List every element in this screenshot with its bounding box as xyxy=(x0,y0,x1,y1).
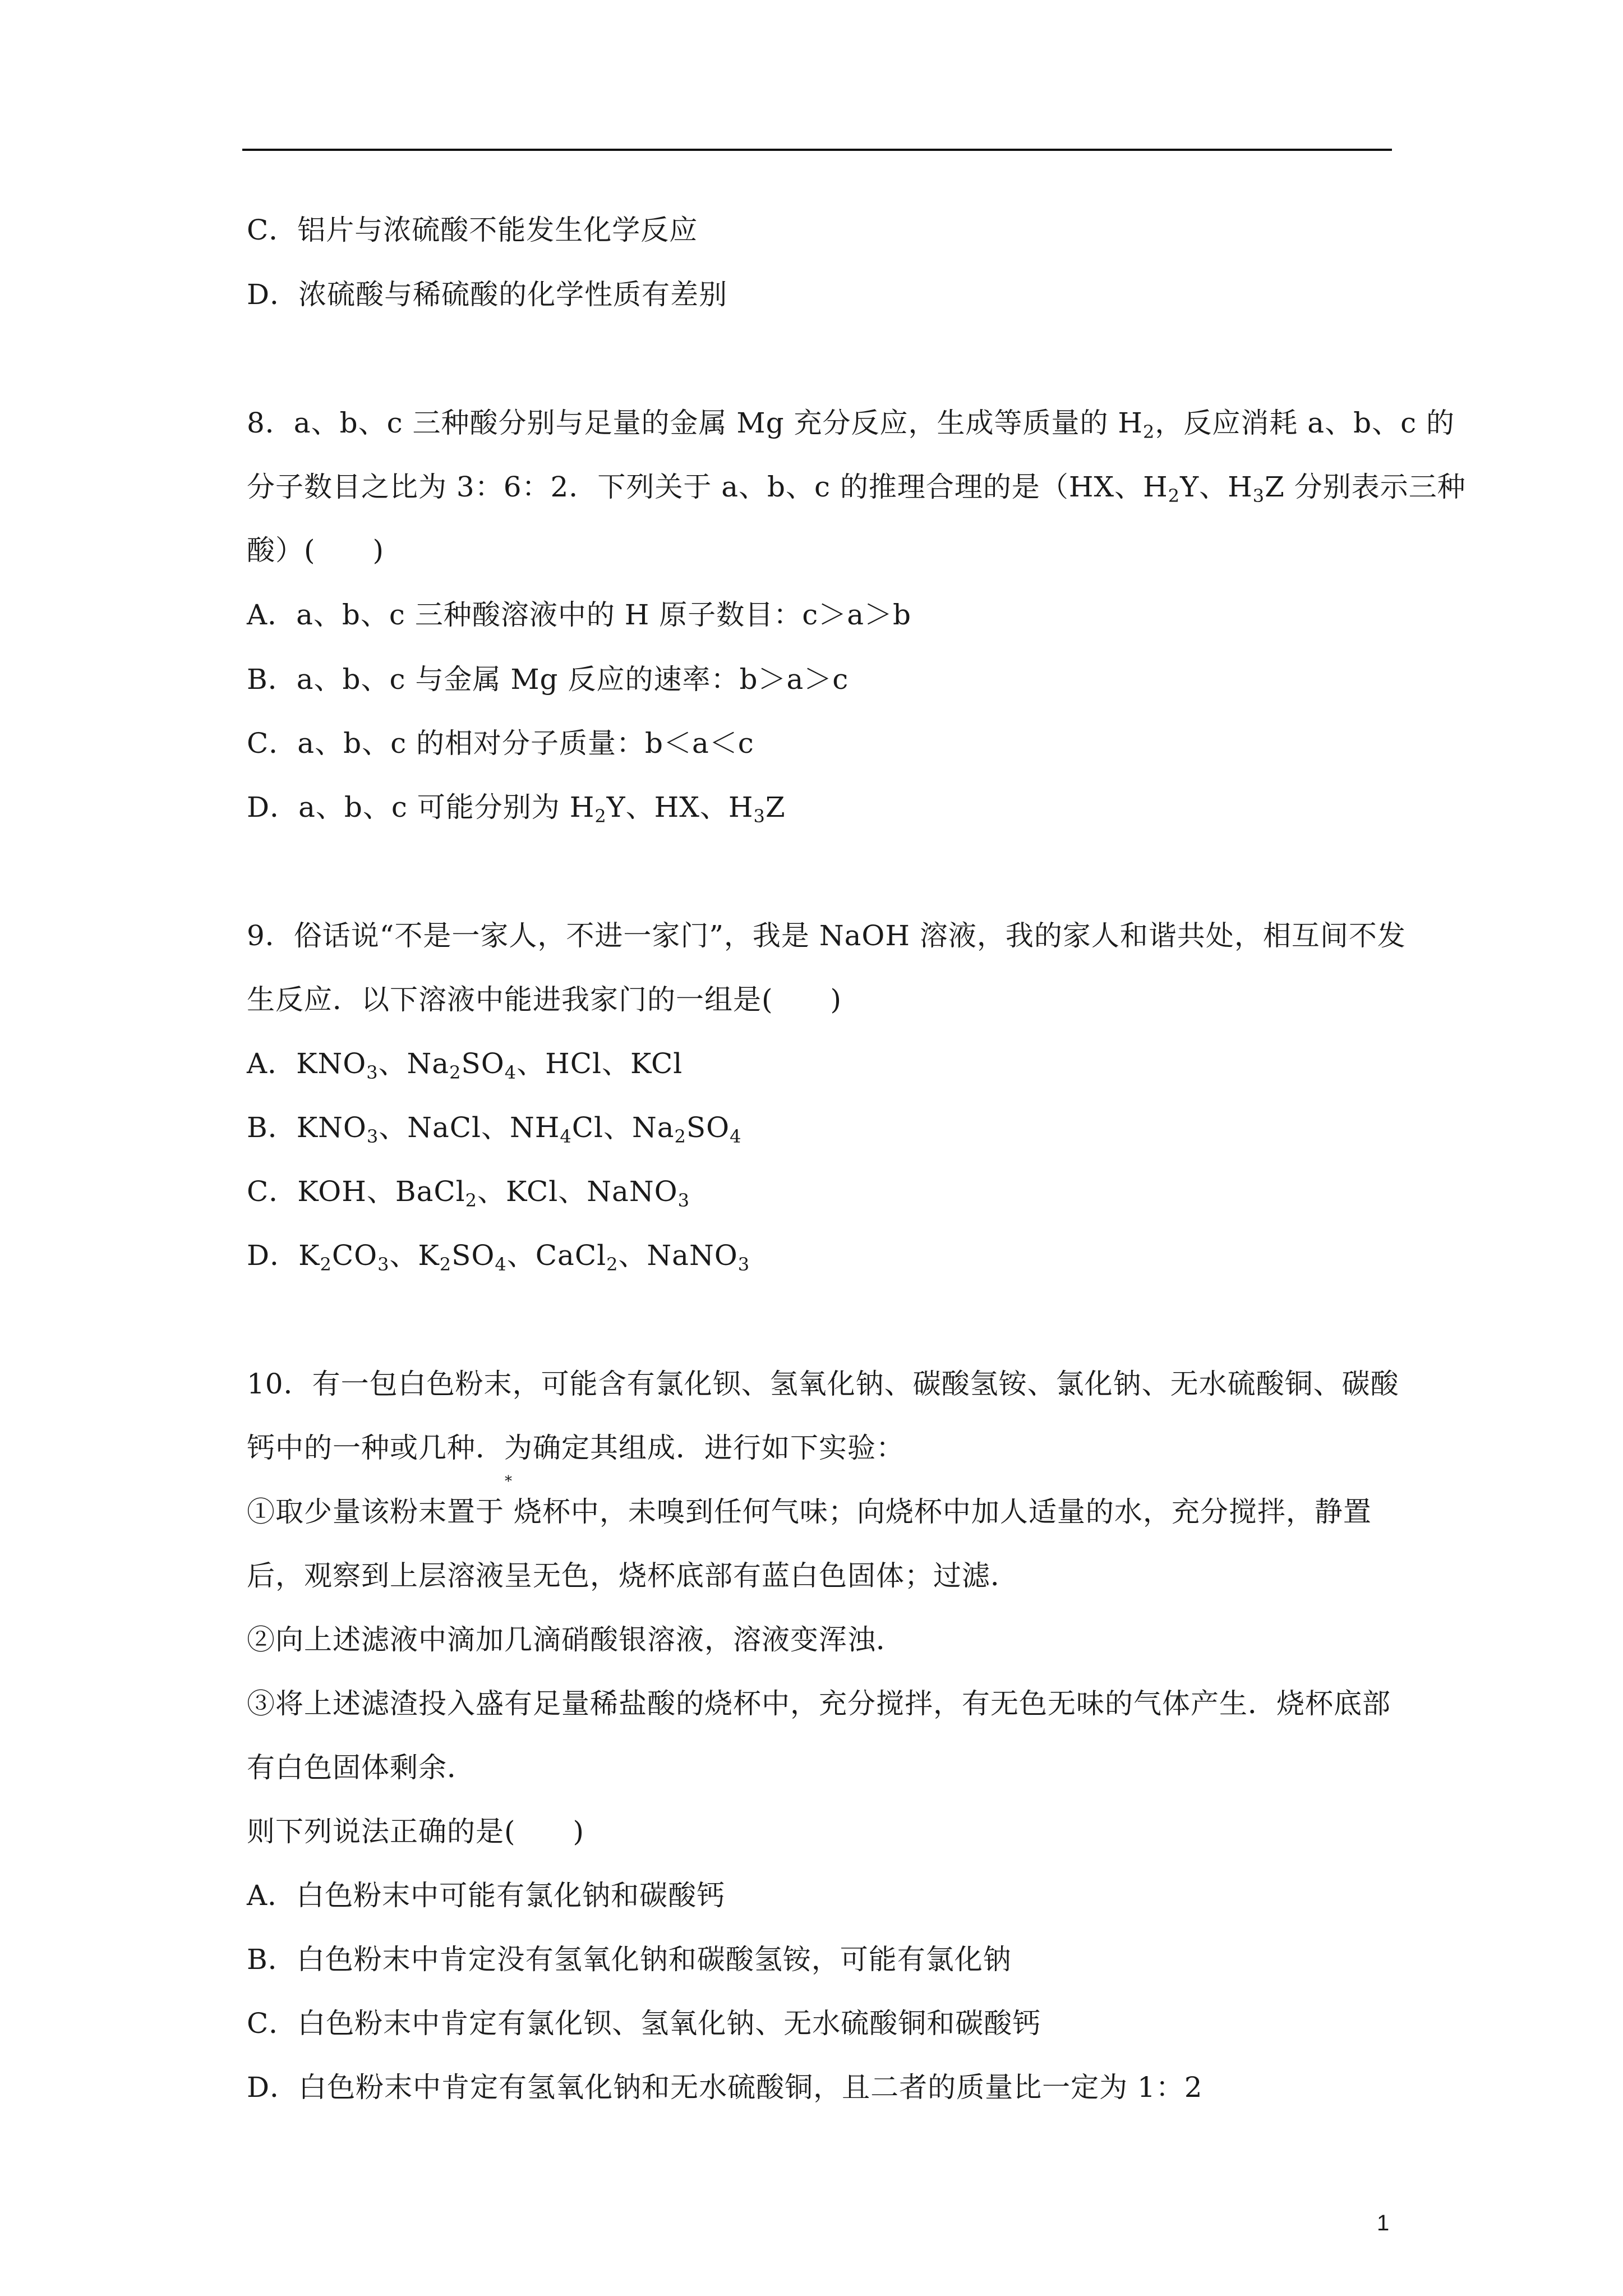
q8-option-b: B．a、b、c 与金属 Mg 反应的速率：b＞a＞c xyxy=(247,663,849,696)
q8-option-a: A．a、b、c 三种酸溶液中的 H 原子数目：c＞a＞b xyxy=(247,599,912,631)
q9-stem-line2: 生反应．以下溶液中能进我家门的一组是( ) xyxy=(247,983,842,1016)
q10-step1-line2: 后，观察到上层溶液呈无色，烧杯底部有蓝白色固体；过滤． xyxy=(247,1559,1019,1592)
q7-option-c: C．铝片与浓硫酸不能发生化学反应 xyxy=(247,214,698,246)
page-number: 1 xyxy=(1377,2211,1390,2235)
q10-option-a: A．白色粉末中可能有氯化钠和碳酸钙 xyxy=(247,1879,726,1912)
q10-question: 则下列说法正确的是( ) xyxy=(247,1815,585,1848)
q9-option-c: C．KOH、BaCl$_2$、KCl、NaNO$_3$ xyxy=(247,1175,690,1211)
q9-option-b: B．$KNO_3$、NaCl、$NH_4Cl$、$Na_2SO_4$ xyxy=(247,1111,742,1147)
q8-option-d: D．a、b、c 可能分别为 $H_2Y$、HX、$H_3Z$ xyxy=(247,791,786,827)
q10-step3-line1: ③将上述滤渣投入盛有足量稀盐酸的烧杯中，充分搅拌，有无色无味的气体产生．烧杯底部 xyxy=(247,1687,1391,1720)
q9-option-d: D．$K_2CO_3$、$K_2SO_4$、CaCl$_2$、NaNO$_3$ xyxy=(247,1239,750,1275)
q10-option-c: C．白色粉末中肯定有氯化钡、氢氧化钠、无水硫酸铜和碳酸钙 xyxy=(247,2007,1041,2040)
stray-mark: * xyxy=(505,1473,512,1490)
q8-stem-line3: 酸）( ) xyxy=(247,534,385,567)
q7-option-d: D．浓硫酸与稀硫酸的化学性质有差别 xyxy=(247,278,728,311)
q8-stem-line2: 分子数目之比为 3：6：2．下列关于 a、b、c 的推理合理的是（HX、$H_2Y$、$H_3Z$ 分别表示三种 xyxy=(247,471,1466,507)
q8-option-c: C．a、b、c 的相对分子质量：b＜a＜c xyxy=(247,727,754,760)
q10-stem-line1: 10．有一包白色粉末，可能含有氯化钡、氢氧化钠、碳酸氢铵、氯化钠、无水硫酸铜、碳酸 xyxy=(247,1368,1399,1400)
q10-option-b: B．白色粉末中肯定没有氢氧化钠和碳酸氢铵，可能有氯化钠 xyxy=(247,1943,1012,1976)
q10-stem-line2: 钙中的一种或几种．为确定其组成．进行如下实验： xyxy=(247,1432,905,1464)
q9-option-a: A．$KNO_3$、$Na_2SO_4$、HCl、KCl xyxy=(247,1047,683,1083)
q10-step2: ②向上述滤液中滴加几滴硝酸银溶液，溶液变浑浊． xyxy=(247,1623,905,1656)
q10-option-d: D．白色粉末中肯定有氢氧化钠和无水硫酸铜，且二者的质量比一定为 1：2 xyxy=(247,2071,1203,2104)
header-rule xyxy=(242,149,1392,151)
q10-step1-line1: ①取少量该粉末置于 烧杯中，未嗅到任何气味；向烧杯中加人适量的水，充分搅拌，静置 xyxy=(247,1496,1372,1528)
q10-step3-line2: 有白色固体剩余． xyxy=(247,1751,476,1784)
q8-stem-line1: 8．a、b、c 三种酸分别与足量的金属 Mg 充分反应，生成等质量的 $H_2$，反应消耗 a、b、c 的 xyxy=(247,407,1455,443)
q9-stem-line1: 9．俗话说“不是一家人，不进一家门”，我是 NaOH 溶液，我的家人和谐共处，相互间不发 xyxy=(247,919,1406,952)
